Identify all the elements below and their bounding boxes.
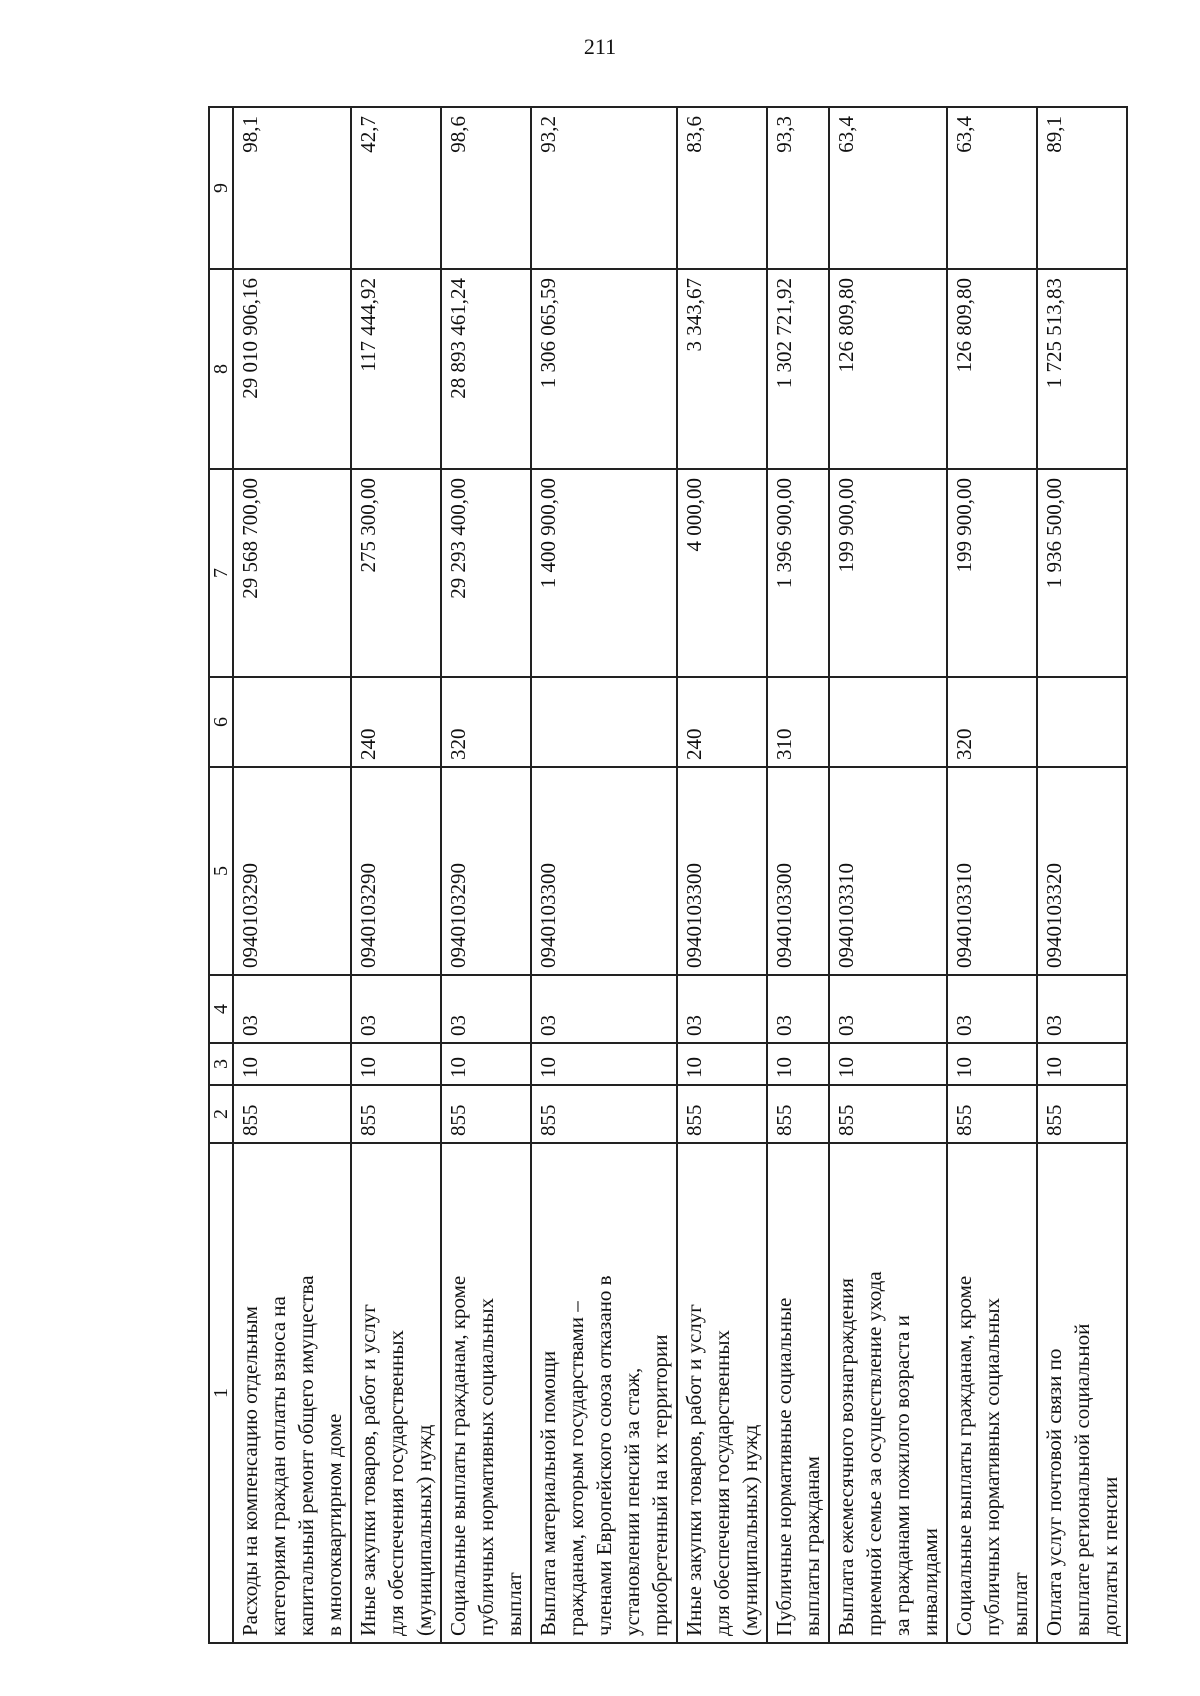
- row-c3: 10: [677, 1043, 767, 1085]
- row-c7: 29 293 400,00: [441, 469, 531, 677]
- row-c3: 10: [767, 1043, 829, 1085]
- row-c9: 63,4: [829, 107, 947, 269]
- row-c6: [233, 677, 351, 767]
- row-c3: 10: [829, 1043, 947, 1085]
- table-row: [531, 107, 677, 1643]
- row-name: Иные закупки товаров, работ и услуг для обеспечения государственных (муниципальных) нужд: [677, 1143, 767, 1643]
- row-c6: 240: [677, 677, 767, 767]
- row-c5: 0940103310: [947, 767, 1037, 975]
- row-c9: 98,1: [233, 107, 351, 269]
- row-c5: 0940103300: [767, 767, 829, 975]
- row-c6: [829, 677, 947, 767]
- row-c8: 1 306 065,59: [531, 269, 677, 469]
- row-c2: 855: [947, 1085, 1037, 1143]
- row-c8: 117 444,92: [351, 269, 441, 469]
- row-c3: 10: [441, 1043, 531, 1085]
- row-c2: 855: [441, 1085, 531, 1143]
- row-c7: 4 000,00: [677, 469, 767, 677]
- row-c8: 1 302 721,92: [767, 269, 829, 469]
- row-c4: 03: [677, 975, 767, 1043]
- row-c6: 310: [767, 677, 829, 767]
- table-row: [441, 107, 531, 1643]
- table-row: [767, 107, 829, 1643]
- row-c5: 0940103290: [233, 767, 351, 975]
- row-c5: 0940103300: [531, 767, 677, 975]
- row-c4: 03: [531, 975, 677, 1043]
- table-row: [947, 107, 1037, 1643]
- header-col-8: 8: [209, 269, 233, 469]
- budget-table: [208, 106, 1128, 1644]
- row-name: Расходы на компенсацию отдельным категориям граждан оплаты взноса на капитальный ремонт общего имущества в многоквартирном доме: [233, 1143, 351, 1643]
- header-col-1: 1: [209, 1143, 233, 1643]
- row-c8: 1 725 513,83: [1037, 269, 1127, 469]
- row-c9: 98,6: [441, 107, 531, 269]
- row-c2: 855: [767, 1085, 829, 1143]
- row-c7: 199 900,00: [829, 469, 947, 677]
- row-c3: 10: [1037, 1043, 1127, 1085]
- row-c6: 320: [441, 677, 531, 767]
- row-c6: 320: [947, 677, 1037, 767]
- row-c9: 42,7: [351, 107, 441, 269]
- row-c4: 03: [233, 975, 351, 1043]
- page-number: 211: [583, 34, 617, 59]
- row-c5: 0940103320: [1037, 767, 1127, 975]
- row-c6: 240: [351, 677, 441, 767]
- table-row: [233, 107, 351, 1643]
- row-name: Оплата услуг почтовой связи по выплате региональной социальной доплаты к пенсии: [1037, 1143, 1127, 1643]
- row-c4: 03: [441, 975, 531, 1043]
- header-col-7: 7: [209, 469, 233, 677]
- row-c8: 126 809,80: [829, 269, 947, 469]
- row-c4: 03: [767, 975, 829, 1043]
- header-col-9: 9: [209, 107, 233, 269]
- header-col-6: 6: [209, 677, 233, 767]
- row-c7: 1 396 900,00: [767, 469, 829, 677]
- row-c2: 855: [233, 1085, 351, 1143]
- row-c2: 855: [531, 1085, 677, 1143]
- row-c9: 93,2: [531, 107, 677, 269]
- row-c7: 275 300,00: [351, 469, 441, 677]
- row-c2: 855: [677, 1085, 767, 1143]
- row-name: Выплата ежемесячного вознаграждения приемной семье за осуществление ухода за гражданами пожилого возраста и инвалидами: [829, 1143, 947, 1643]
- row-c9: 83,6: [677, 107, 767, 269]
- header-row: [209, 107, 233, 1643]
- row-c2: 855: [351, 1085, 441, 1143]
- row-name: Выплата материальной помощи гражданам, которым государствами – членами Европейского союза отказано в установлении пенсий за стаж, приобретенный на их территории: [531, 1143, 677, 1643]
- row-c4: 03: [947, 975, 1037, 1043]
- row-c7: 1 400 900,00: [531, 469, 677, 677]
- row-name: Социальные выплаты гражданам, кроме публичных нормативных социальных выплат: [947, 1143, 1037, 1643]
- row-c5: 0940103290: [441, 767, 531, 975]
- row-c3: 10: [531, 1043, 677, 1085]
- row-c3: 10: [351, 1043, 441, 1085]
- row-c8: 28 893 461,24: [441, 269, 531, 469]
- row-c6: [531, 677, 677, 767]
- row-c9: 93,3: [767, 107, 829, 269]
- header-col-2: 2: [209, 1085, 233, 1143]
- row-name: Социальные выплаты гражданам, кроме публичных нормативных социальных выплат: [441, 1143, 531, 1643]
- row-name: Публичные нормативные социальные выплаты гражданам: [767, 1143, 829, 1643]
- header-col-4: 4: [209, 975, 233, 1043]
- row-c5: 0940103290: [351, 767, 441, 975]
- row-c7: 29 568 700,00: [233, 469, 351, 677]
- row-c9: 63,4: [947, 107, 1037, 269]
- header-col-3: 3: [209, 1043, 233, 1085]
- row-c9: 89,1: [1037, 107, 1127, 269]
- header-col-5: 5: [209, 767, 233, 975]
- row-c8: 3 343,67: [677, 269, 767, 469]
- table-row: [351, 107, 441, 1643]
- row-c4: 03: [1037, 975, 1127, 1043]
- row-c6: [1037, 677, 1127, 767]
- rotated-table-container: [208, 108, 1122, 1644]
- row-c3: 10: [233, 1043, 351, 1085]
- row-c8: 29 010 906,16: [233, 269, 351, 469]
- row-c4: 03: [351, 975, 441, 1043]
- row-c7: 199 900,00: [947, 469, 1037, 677]
- row-c7: 1 936 500,00: [1037, 469, 1127, 677]
- table-row: [1037, 107, 1127, 1643]
- row-c5: 0940103310: [829, 767, 947, 975]
- row-c4: 03: [829, 975, 947, 1043]
- row-c3: 10: [947, 1043, 1037, 1085]
- row-name: Иные закупки товаров, работ и услуг для обеспечения государственных (муниципальных) нужд: [351, 1143, 441, 1643]
- row-c5: 0940103300: [677, 767, 767, 975]
- table-row: [677, 107, 767, 1643]
- row-c2: 855: [1037, 1085, 1127, 1143]
- row-c2: 855: [829, 1085, 947, 1143]
- table-row: [829, 107, 947, 1643]
- row-c8: 126 809,80: [947, 269, 1037, 469]
